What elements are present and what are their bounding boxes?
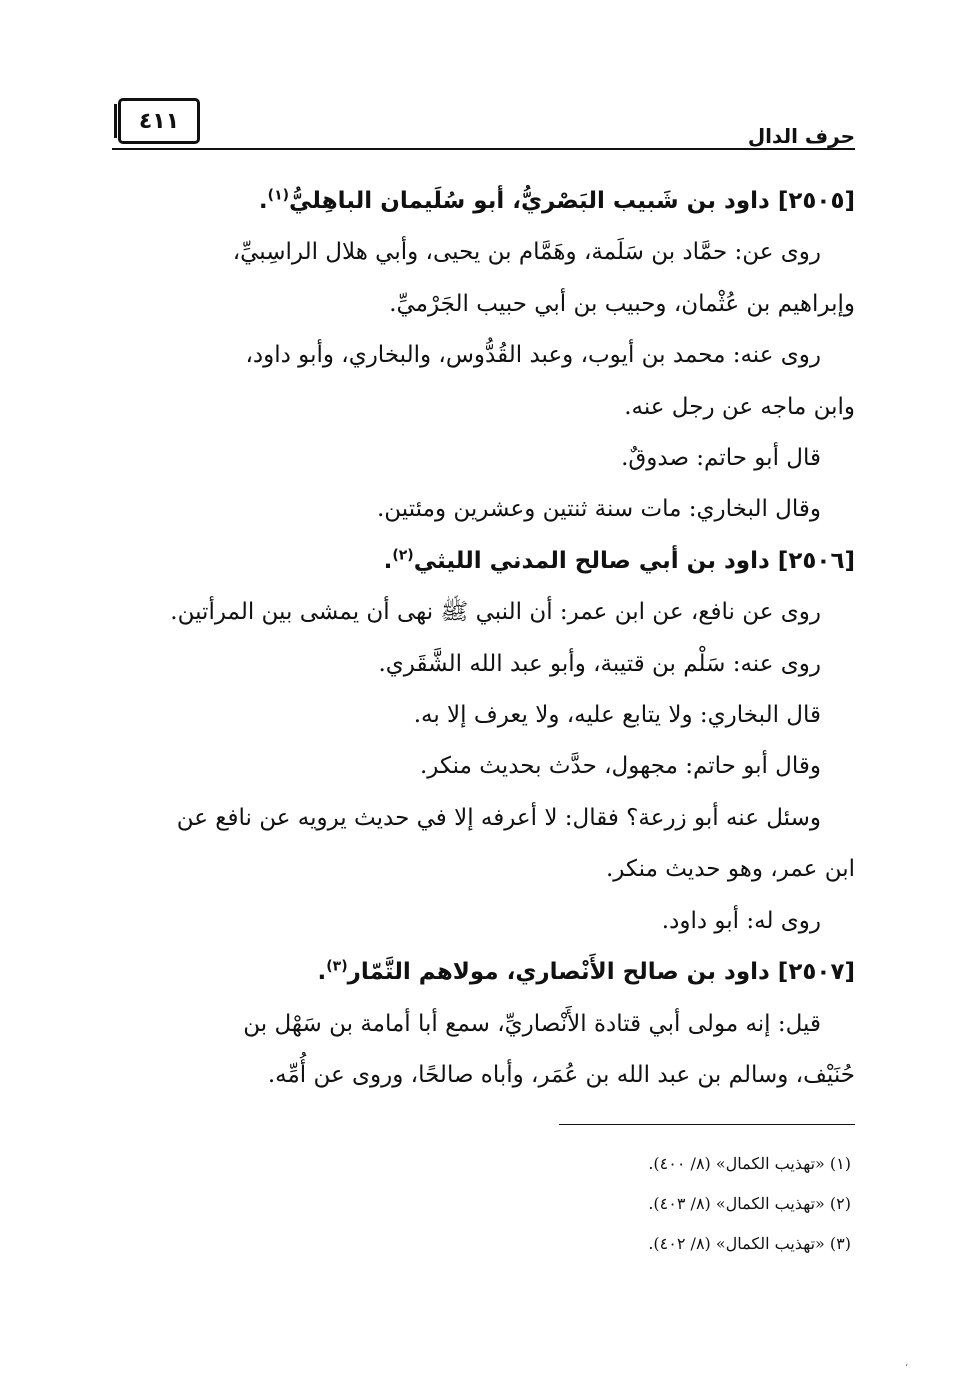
entry-heading-2506: [٢٥٠٦] داود بن أبي صالح المدني الليثي$^{(٢)}$. bbox=[383, 547, 855, 574]
header-rule bbox=[112, 148, 855, 150]
text-line: روى عن: حمَّاد بن سَلَمة، وهَمَّام بن يحيى، وأبي هلال الراسِبيِّ، bbox=[232, 239, 821, 266]
text-line: وإبراهيم بن عُثْمان، وحبيب بن أبي حبيب الجَرْميِّ. bbox=[389, 290, 855, 317]
text-line: قيل: إنه مولى أبي قتادة الأَنْصاريِّ، سمع أبا أمامة بن سَهْل بن bbox=[243, 1010, 821, 1037]
footnotes bbox=[431, 1144, 851, 1264]
text-line: وسئل عنه أبو زرعة؟ فقال: لا أعرفه إلا في حديث يرويه عن نافع عن bbox=[176, 804, 821, 831]
entry-heading-2507: [٢٥٠٧] داود بن صالح الأَنْصاري، مولاهم التَّمّار$^{(٣)}$. bbox=[317, 958, 855, 986]
page-header bbox=[112, 96, 855, 156]
footnote-rule bbox=[559, 1124, 855, 1125]
footnote-ref: (٣) bbox=[326, 958, 348, 975]
text-line: وقال أبو حاتم: مجهول، حدَّث بحديث منكر. bbox=[419, 753, 821, 780]
footnote-ref: (٢) bbox=[392, 547, 414, 564]
text-line: قال أبو حاتم: صدوقٌ. bbox=[621, 445, 821, 472]
footnote-ref: (١) bbox=[267, 187, 290, 204]
text-line: قال البخاري: ولا يتابع عليه، ولا يعرف إلا به. bbox=[413, 702, 821, 729]
text-line: روى عنه: سَلْم بن قتيبة، وأبو عبد الله الشَّقَري. bbox=[378, 650, 821, 677]
footnote-2: (٢) «تهذيب الكمال» (٨/ ٤٠٣). bbox=[648, 1194, 851, 1213]
text-line: وابن ماجه عن رجل عنه. bbox=[624, 393, 855, 420]
text-line: ابن عمر، وهو حديث منكر. bbox=[605, 856, 855, 883]
text-line: روى عن نافع، عن ابن عمر: أن النبي ﷺ نهى أن يمشى بين المرأتين. bbox=[170, 599, 821, 626]
text-line: روى عنه: محمد بن أيوب، وعبد القُدُّوس، والبخاري، وأبو داود، bbox=[245, 342, 821, 369]
stray-mark: ، bbox=[905, 1358, 909, 1369]
chapter-title: حرف الدال bbox=[747, 124, 855, 148]
footnote-1: (١) «تهذيب الكمال» (٨/ ٤٠٠). bbox=[648, 1154, 851, 1173]
entry-heading-2505: [٢٥٠٥] داود بن شَبيب البَصْريُّ، أبو سُلَيمان الباهِليُّ$^{(١)}$. bbox=[258, 187, 855, 214]
body-text bbox=[108, 176, 855, 1101]
footnote-3: (٣) «تهذيب الكمال» (٨/ ٤٠٢). bbox=[648, 1234, 851, 1253]
text-line: وقال البخاري: مات سنة ثنتين وعشرين ومئتين. bbox=[376, 496, 821, 523]
text-line: روى له: أبو داود. bbox=[661, 907, 821, 934]
page-number: ٤١١ bbox=[118, 98, 200, 144]
text-line: حُنَيْف، وسالم بن عبد الله بن عُمَر، وأباه صالحًا، وروى عن أُمِّه. bbox=[267, 1061, 855, 1088]
